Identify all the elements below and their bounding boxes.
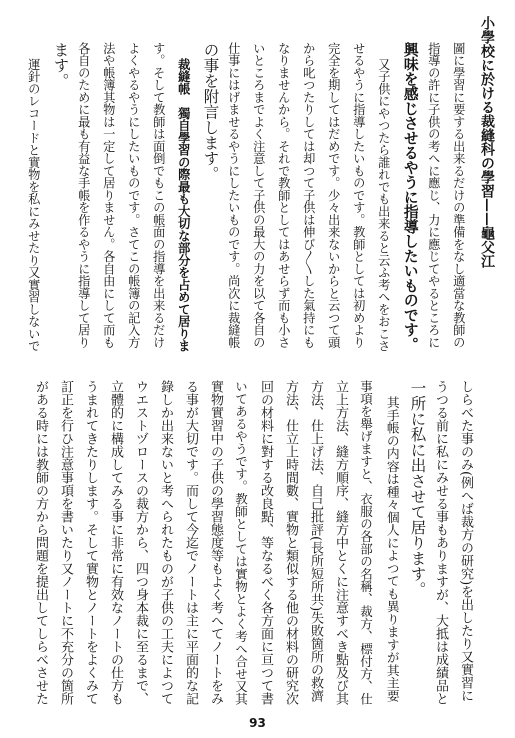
text-column: 圖に學習に要する出来るだけの準備をなし適當な教師の [451,42,466,349]
page-number: 93 [249,716,266,730]
text-column: うつる前に私にみせる事もありますが、大抵は成績品と [433,380,448,705]
text-column: ウエストヅロースの裁方から、四つ身本裁に至るまで、 [133,380,148,705]
text-column: ます。 [51,42,70,89]
text-column: 訂正を行ひ注意事項を書いたり又ノートに不充分の箇所 [58,380,73,705]
text-column: いてあるやうです。教師としては實物とよく考へ合せ又其 [233,380,249,705]
text-column: から叱つたりしては却つて子供は伸び〳〵した氣持にも [301,42,316,349]
text-column: せるやうに指導したいものです。教師としては初めより [351,42,366,349]
text-column: うまれてきたりします。そして實物とノートをよくみて [83,380,98,705]
text-column: 方法、仕上げ法、自己批評(長所短所共)失敗箇所の救濟 [308,380,323,703]
text-column: 興味を感じさせるやうに指導したいものです。 [401,42,419,352]
text-column: 立體的に構成してみる事に非常に有效なノートの仕方も [108,380,123,705]
text-column: 回の材料に對する改良點、等なるべく各方面に亘つて書 [258,380,273,705]
text-column: がある時には教師の方から問題を提出してしらべさせた [33,380,48,705]
text-column: 立上方法、縫方順序、縫方中とくに注意すべき點及び其 [333,380,348,705]
text-column: しらべた事のみ(例へば裁方の研究)を出したり又實習に [458,380,473,703]
text-column: 仕事にはげませるやうにしたいものです。尚次に裁縫帳 [226,42,241,349]
text-column: の事を附言します。 [201,42,220,182]
running-head: 小學校に於ける裁縫科の學習——龜父江 [479,16,495,268]
text-column: 事項を舉げますと、衣服の各部の名稱、裁方、標付方、仕 [358,380,374,705]
text-column: す。そして教師は面倒でもこの帳面の指導を出来るだけ [151,42,166,349]
text-column: る事が大切です。而して今迄でノートは主に平面的な記 [183,380,198,705]
text-column: 錄しか出来ないと考へられたものが子供の工夫によつて [158,380,173,705]
text-column: よくやるやうにしたいものです。さてこの帳簿の記入方 [126,42,141,349]
text-column: なりませんから。それで教師としてはあせらず而も小さ [276,42,291,349]
text-column: いところまでよく注意して子供の最大の力を以て各自の [251,42,266,349]
text-column: 又子供にやつたら誰れでも出来ると云ふ考へをおこさ [376,58,391,352]
text-column: 運針のレコードと實物を私にみせたり又實習しないで [26,58,41,352]
text-column: 方法、仕立上時間數、實物と類似する他の材料の研究次 [283,380,298,705]
text-column: 其手帳の内容は種々個人によつても異りますが其主要 [383,396,399,702]
text-column: 完全を期してはだめです。少々出来ないからと云つて頭 [326,42,341,349]
text-column: 指導の許に子供の考へに應じ、力に應じてやるところに [426,42,441,349]
text-column: 實物實習中の子供の學習態度等もよく考へてノートをみ [208,380,223,705]
text-column: 一所に私に出させて居ります。 [408,380,427,597]
text-column: 法や帳簿其物は一定して居りません。各自由にして而も [101,42,116,349]
text-column: 各自のために最も有益な手帳を作るやうに指導して居り [76,42,91,349]
section-heading-column: 裁縫帳 獨自學習の際最も大切な部分を占めて居りま [176,58,192,352]
